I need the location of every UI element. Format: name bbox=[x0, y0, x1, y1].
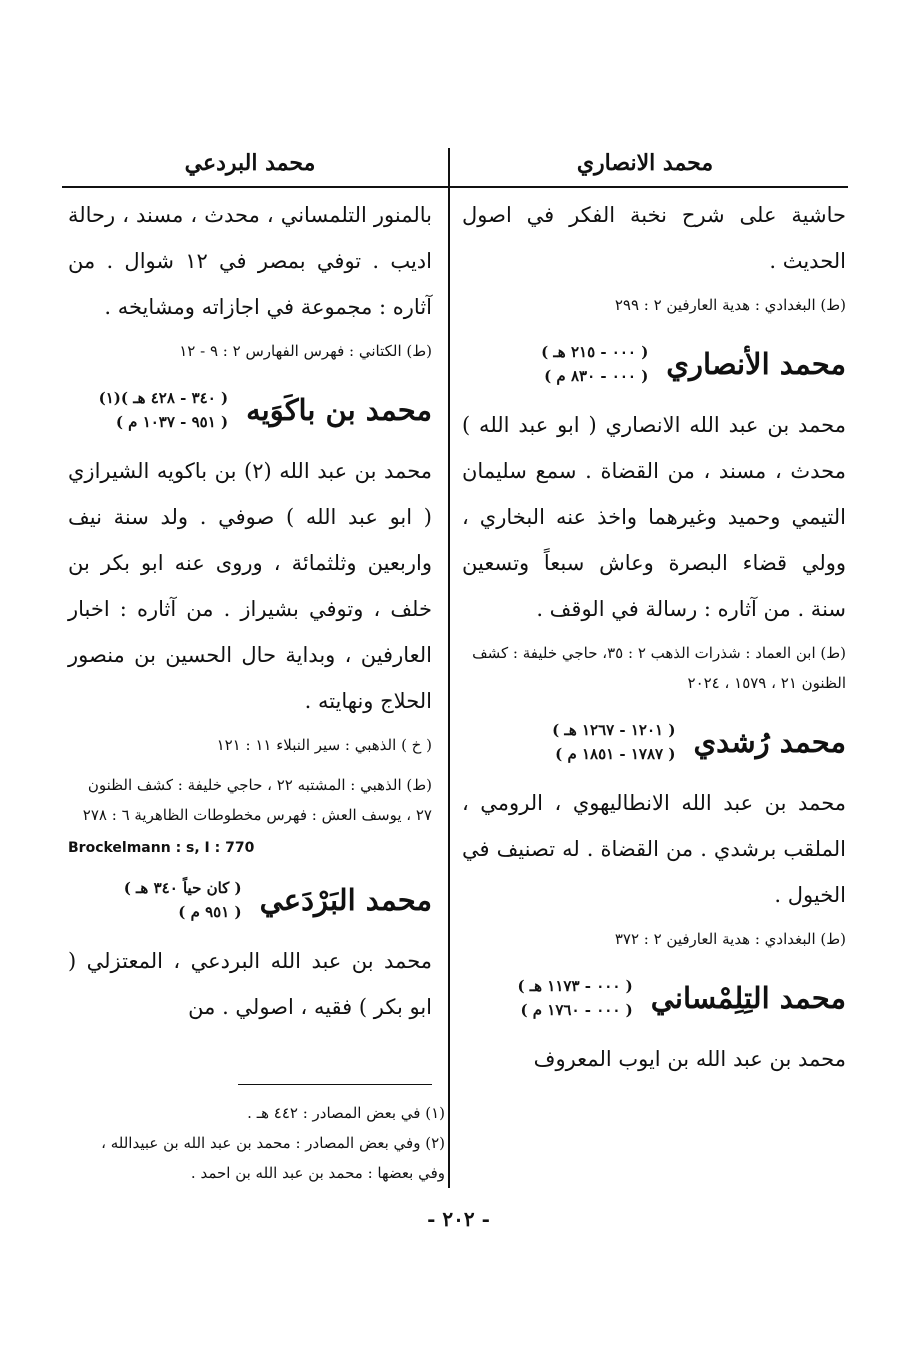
hijri-date: ( ١٢٠١ - ١٢٦٧ هـ ) bbox=[552, 721, 676, 739]
entry-name: محمد التِلِمْساني bbox=[650, 981, 846, 1015]
source-citation: (ط) الذهبي : المشتبه ٢٢ ، حاجي خليفة : كشف الظنون ٢٧ ، يوسف العش : فهرس مخطوطات الظاهرية ٦ : ٢٧٨ bbox=[82, 776, 432, 824]
entry-heading bbox=[462, 340, 846, 388]
entry-dates bbox=[99, 386, 228, 434]
paragraph: محمد بن عبد الله (٢) بن باكويه الشيرازي ( ابو عبد الله ) صوفي . ولد سنة نيف واربعين وثلثمائة ، وروى عنه ابو بكر بن خلف ، وتوفي بشيراز . من آثاره : اخبار العارفين ، وبداية حال الحسين بن منصور الحلاج ونهايته . bbox=[68, 459, 433, 713]
entry-heading bbox=[68, 386, 432, 434]
gregorian-date: ( ٩٥١ - ١٠٣٧ م ) bbox=[115, 413, 229, 431]
entry-dates bbox=[124, 876, 242, 924]
latin-reference: Brockelmann : s, I : 770 bbox=[68, 840, 255, 856]
hijri-date: ( ٠٠٠ - ١١٧٣ هـ ) bbox=[517, 977, 633, 995]
paragraph: محمد بن عبد الله الانطاليهوي ، الرومي ، الملقب برشدي . من القضاة . له تصنيف في الخيول . bbox=[462, 791, 846, 907]
entry-dates bbox=[517, 974, 632, 1022]
source-citation: (ط) الكتاني : فهرس الفهارس ٢ : ٩ - ١٢ bbox=[179, 342, 432, 360]
footnote-rule bbox=[238, 1084, 432, 1085]
paragraph: محمد بن عبد الله بن ايوب المعروف bbox=[533, 1047, 846, 1071]
entry-dates bbox=[552, 718, 675, 766]
header-rule bbox=[62, 186, 848, 188]
paragraph: محمد بن عبد الله البردعي ، المعتزلي ( ابو بكر ) فقيه ، اصولي . من bbox=[68, 949, 432, 1019]
right-column bbox=[462, 192, 846, 1082]
running-head-left: محمد البردعي bbox=[184, 150, 316, 176]
page-number: - ٢٠٢ - bbox=[427, 1207, 490, 1231]
paragraph: محمد بن عبد الله الانصاري ( ابو عبد الله ) محدث ، مسند ، من القضاة . سمع سليمان التيمي وحميد وغيرهما واخذ عنه البخاري ، وولي قضاء البصرة وعاش سبعاً وتسعين سنة . من آثاره : رسالة في الوقف . bbox=[462, 413, 846, 621]
footnote: (٢) وفي بعض المصادر : محمد بن عبد الله بن عبيدالله ، وفي بعضها : محمد بن عبد الله بن احمد . bbox=[101, 1134, 445, 1182]
source-citation: (ط) ابن العماد : شذرات الذهب ٢ : ٣٥، حاجي خليفة : كشف الظنون ٢١ ، ١٥٧٩ ، ٢٠٢٤ bbox=[472, 644, 846, 692]
entry-heading bbox=[462, 974, 846, 1022]
gregorian-date: ( ٩٥١ م ) bbox=[178, 903, 242, 921]
gregorian-date: ( ٠٠٠ - ٨٣٠ م ) bbox=[544, 367, 649, 385]
entry-name: محمد رُشدي bbox=[693, 725, 846, 759]
paragraph: بالمنور التلمساني ، محدث ، مسند ، رحالة اديب . توفي بمصر في ١٢ شوال . من آثاره : مجموعة في اجازاته ومشايخه . bbox=[68, 203, 432, 319]
column-divider bbox=[448, 148, 450, 1188]
gregorian-date: ( ١٧٨٧ - ١٨٥١ م ) bbox=[555, 745, 676, 763]
source-citation: ( خ ) الذهبي : سير النبلاء ١١ : ١٢١ bbox=[216, 736, 432, 754]
footnotes bbox=[100, 1098, 445, 1188]
entry-heading bbox=[68, 876, 432, 924]
hijri-date: ( ٣٤٠ - ٤٢٨ هـ )(١) bbox=[98, 389, 229, 407]
source-citation: (ط) البغدادي : هدية العارفين ٢ : ٢٩٩ bbox=[614, 296, 846, 314]
hijri-date: ( كان حياً ٣٤٠ هـ ) bbox=[123, 879, 242, 897]
hijri-date: ( ٠٠٠ - ٢١٥ هـ ) bbox=[541, 343, 649, 361]
gregorian-date: ( ٠٠٠ - ١٧٦٠ م ) bbox=[520, 1001, 633, 1019]
entry-dates bbox=[541, 340, 648, 388]
entry-name: محمد البَرْدَعي bbox=[259, 883, 432, 917]
source-citation: (ط) البغدادي : هدية العارفين ٢ : ٣٧٢ bbox=[614, 930, 846, 948]
paragraph: حاشية على شرح نخبة الفكر في اصول الحديث . bbox=[462, 203, 846, 273]
entry-heading bbox=[462, 718, 846, 766]
left-column bbox=[68, 192, 432, 1030]
entry-name: محمد الأنصاري bbox=[666, 347, 846, 381]
footnote: (١) في بعض المصادر : ٤٤٢ هـ . bbox=[247, 1104, 445, 1122]
running-head-right: محمد الانصاري bbox=[576, 150, 714, 176]
entry-name: محمد بن باكَوَيه bbox=[246, 393, 432, 427]
